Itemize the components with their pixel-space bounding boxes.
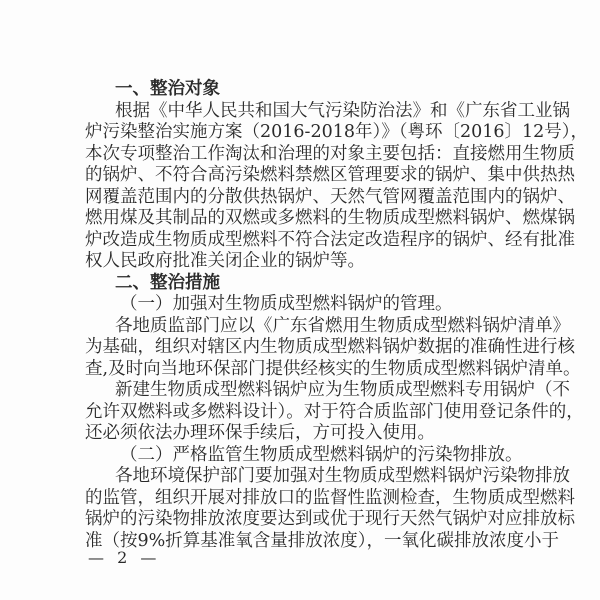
paragraph-line: 允许双燃料或多燃料设计）。对于符合质监部门使用登记条件的，: [85, 402, 584, 422]
subsection-heading-1: （一）加强对生物质成型燃料锅炉的管理。: [120, 294, 453, 314]
paragraph-line: 新建生物质成型燃料锅炉应为生物质成型燃料专用锅炉（不: [115, 380, 570, 400]
paragraph-line: 的监管，组织开展对排放口的监督性监测检查，生物质成型燃料: [85, 488, 575, 508]
paragraph-line: 查,及时向当地环保部门提供经核实的生物质成型燃料锅炉清单。: [85, 359, 581, 379]
section-heading-targets: 一、整治对象: [115, 79, 220, 99]
section-heading-measures: 二、整治措施: [115, 273, 220, 293]
paragraph-line: 锅炉的污染物排放浓度要达到或优于现行天然气锅炉对应排放标: [85, 509, 575, 529]
paragraph-line: 燃用煤及其制品的双燃或多燃料的生物质成型燃料锅炉、燃煤锅: [85, 208, 575, 228]
paragraph-line: 各地质监部门应以《广东省燃用生物质成型燃料锅炉清单》: [115, 316, 570, 336]
paragraph-line: 炉污染整治实施方案（2016-2018年）》（粤环〔2016〕12号），: [85, 122, 589, 142]
subsection-heading-2: （二）严格监管生物质成型燃料锅炉的污染物排放。: [120, 445, 523, 465]
paragraph-line: 本次专项整治工作淘汰和治理的对象主要包括：直接燃用生物质: [85, 144, 575, 164]
paragraph-line: 为基础，组织对辖区内生物质成型燃料锅炉数据的准确性进行核: [85, 337, 575, 357]
paragraph-line: 网覆盖范围内的分散供热锅炉、天然气管网覆盖范围内的锅炉、: [85, 187, 575, 207]
page-number: — 2 —: [88, 548, 161, 567]
paragraph-line: 权人民政府批准关闭企业的锅炉等。: [85, 251, 365, 271]
paragraph-line: 的锅炉、不符合高污染燃料禁燃区管理要求的锅炉、集中供热热: [85, 165, 575, 185]
paragraph-line: 各地环境保护部门要加强对生物质成型燃料锅炉污染物排放: [115, 466, 570, 486]
paragraph-line: 还必须依法办理环保手续后，方可投入使用。: [85, 423, 435, 443]
paragraph-line: 准（按9%折算基准氧含量排放浓度），一氧化碳排放浓度小于: [85, 531, 560, 551]
paragraph-line: 根据《中华人民共和国大气污染防治法》和《广东省工业锅: [115, 101, 570, 121]
paragraph-line: 炉改造成生物质成型燃料不符合法定改造程序的锅炉、经有批准: [85, 230, 575, 250]
